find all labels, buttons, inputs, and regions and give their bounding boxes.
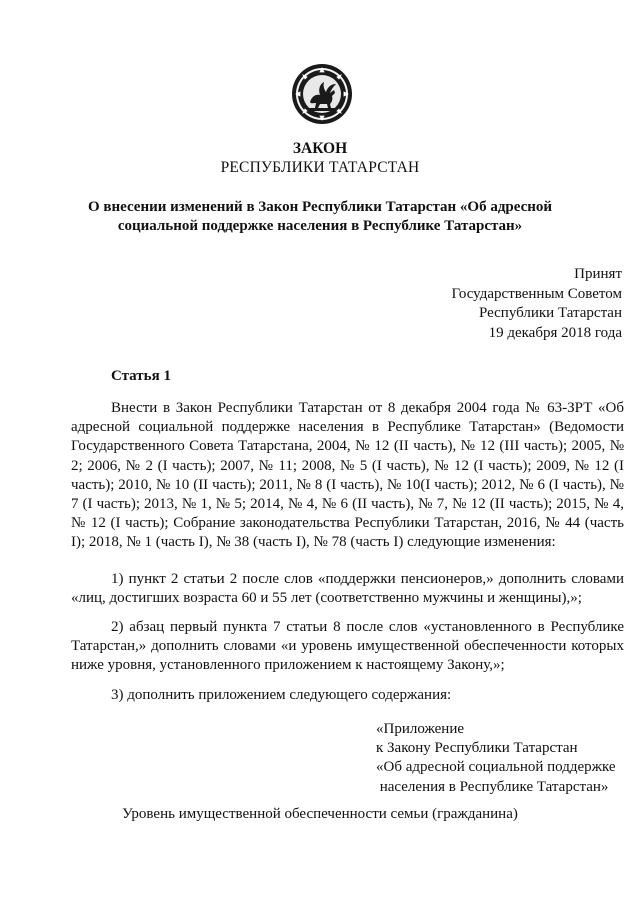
level-heading: Уровень имущественной обеспеченности семьи (гражданина) bbox=[122, 806, 518, 822]
republic-heading: РЕСПУБЛИКИ ТАТАРСТАН bbox=[220, 159, 420, 176]
adoption-line-2: Государственным Советом bbox=[451, 285, 622, 302]
amendment-item-3: 3) дополнить приложением следующего содержания: bbox=[111, 687, 452, 703]
title-line-2: социальной поддержке населения в Республике Татарстан» bbox=[117, 218, 523, 234]
adoption-line-3: Республики Татарстан bbox=[478, 305, 622, 321]
title-line-1: О внесении изменений в Закон Республики Татарстан «Об адресной bbox=[87, 199, 553, 215]
appendix-block bbox=[376, 720, 616, 797]
document-title bbox=[0, 198, 640, 236]
article-intro-paragraph: Внести в Закон Республики Татарстан от 8 декабря 2004 года № 63-ЗРТ «Об адресной социальной поддержке населения в Республике Татарстан» (Ведомости Государственного Совета Татарстана, 2004, № 12 (II часть), № 12 (III часть); 2005, № 2; 2006, № 2 (I часть); 2007, № 11; 2008, № 5 (I часть), № 12 (I часть); 2009, № 12 (I часть); 2010, № 10 (II часть); 2011, № 8 (I часть), № 10(I часть); 2012, № 6 (I часть), № 7 (I часть); 2013, № 1, № 5; 2014, № 4, № 6 (II часть), № 7, № 12 (II часть); 2015, № 4, № 12 (I часть); Собрание законодательства Республики Татарстан, 2016, № 44 (часть I); 2018, № 1 (часть I), № 38 (часть I), № 78 (часть I) следующие изменения: bbox=[71, 400, 624, 551]
article-heading: Статья 1 bbox=[111, 368, 171, 384]
appendix-line-4: населения в Республике Татарстан» bbox=[376, 778, 609, 795]
amendment-item-2: 2) абзац первый пункта 7 статьи 8 после слов «установленного в Республике Татарстан,» дополнить словами «и уровень имущественной обеспеченности которых ниже уровня, установленного приложением к настоящему Закону,»; bbox=[71, 619, 624, 674]
amendment-item-1: 1) пункт 2 статьи 2 после слов «поддержки пенсионеров,» дополнить словами «лиц, достигших возраста 60 и 55 лет (соответственно мужчины и женщины),»; bbox=[71, 571, 624, 607]
adoption-line-1: Принят bbox=[574, 266, 622, 282]
appendix-line-2: к Закону Республики Татарстан bbox=[376, 740, 578, 757]
adoption-block bbox=[452, 265, 623, 343]
tatarstan-coat-of-arms-icon bbox=[290, 62, 354, 126]
appendix-line-3: «Об адресной социальной поддержке bbox=[376, 759, 616, 776]
appendix-line-1: «Приложение bbox=[376, 721, 465, 737]
adoption-date: 19 декабря 2018 года bbox=[488, 324, 622, 341]
law-heading: ЗАКОН bbox=[292, 140, 348, 157]
